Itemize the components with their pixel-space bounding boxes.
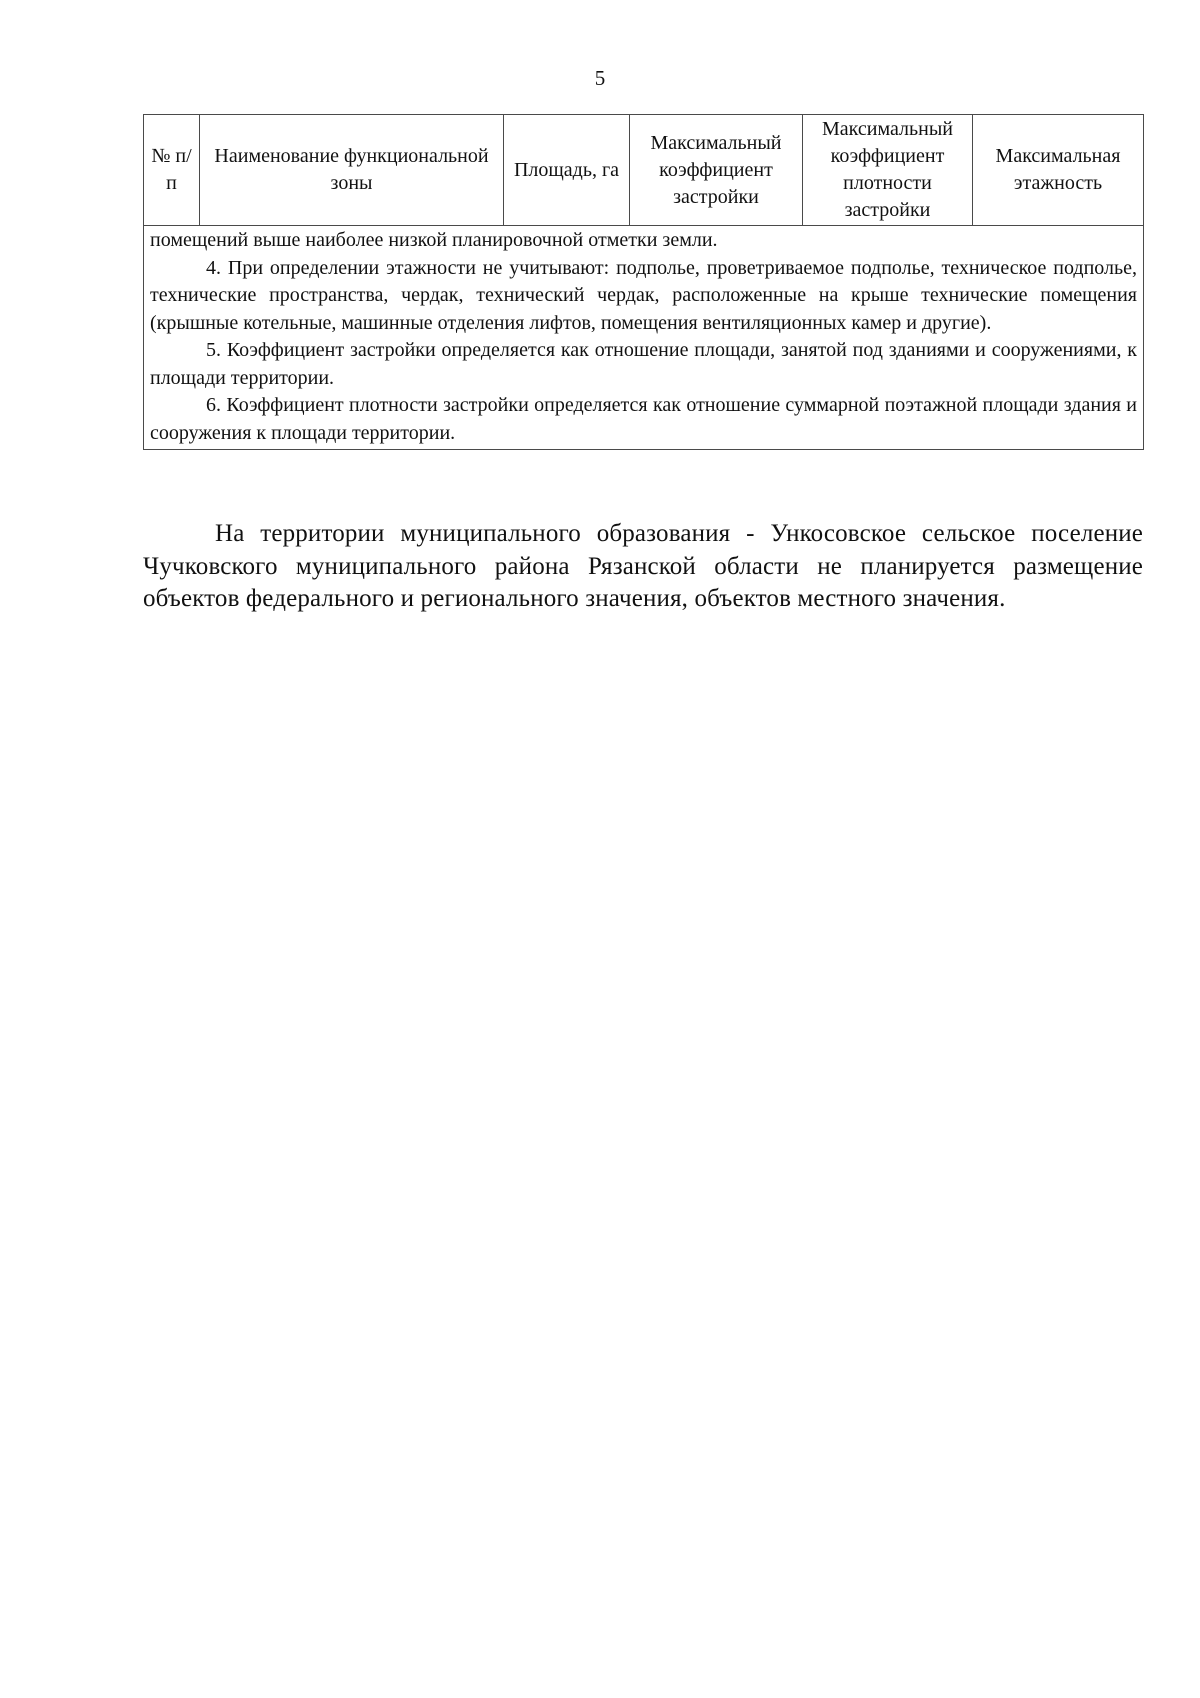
table-row xyxy=(144,226,1144,450)
header-max-floors: Максимальная этажность xyxy=(973,115,1144,226)
header-zone-name: Наименование функциональной зоны xyxy=(200,115,504,226)
header-max-coverage-ratio: Максимальный коэффициент застройки xyxy=(630,115,803,226)
note-5: 5. Коэффициент застройки определяется как отношение площади, занятой под зданиями и сооружениями, к площади территории. xyxy=(150,339,1137,389)
note-6: 6. Коэффициент плотности застройки определяется как отношение суммарной поэтажной площади здания и сооружения к площади территории. xyxy=(150,394,1137,444)
page-number: 5 xyxy=(594,66,606,90)
note-4: 4. При определении этажности не учитывают: подполье, проветриваемое подполье, техническое подполье, технические пространства, чердак, технический чердак, расположенные на крыше технические помещения (крышные котельные, машинные отделения лифтов, помещения вентиляционных камер и другие). xyxy=(150,256,1137,334)
table-header-row xyxy=(144,115,1144,226)
functional-zones-table xyxy=(143,114,1144,450)
note-continuation: помещений выше наиболее низкой планировочной отметки земли. xyxy=(150,229,718,251)
header-max-density-ratio: Максимальный коэффициент плотности застройки xyxy=(803,115,973,226)
header-area: Площадь, га xyxy=(504,115,630,226)
main-paragraph: На территории муниципального образования - Ункосовское сельское поселение Чучковского муниципального района Рязанской области не планируется размещение объектов федерального и регионального значения, объектов местного значения. xyxy=(143,520,1143,612)
notes-cell xyxy=(144,226,1144,450)
header-number: № п/п xyxy=(144,115,200,226)
